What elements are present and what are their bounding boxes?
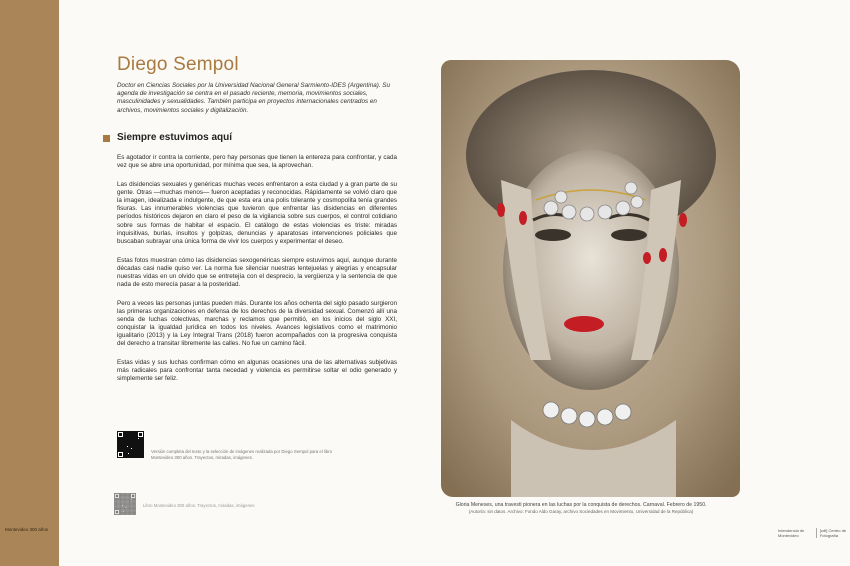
left-band [0,0,59,566]
author-name: Diego Sempol [117,54,239,75]
paragraph: Estas fotos muestran cómo las disidencias sexogenéricas siempre estuvimos aquí, aunque durante décadas casi nadie quiso ver. La norma fue silenciar nuestras lentejuelas y alegrías y encapsular nuestras vidas en un olvido que se entretejía con el desprecio, la vergüenza y la sentencia de que nada de esto merecía pasar a la posteridad. [117,256,397,289]
paragraph: Es agotador ir contra la corriente, pero hay personas que tienen la entereza para confrontar, y cada vez que se abre una oportunidad, por mínima que sea, la aprovechan. [117,154,397,170]
photo-caption [426,502,736,515]
qr-code[interactable] [117,431,144,458]
paragraph: Estas vidas y sus luchas confirman cómo en algunas ocasiones una de las alternativas subjetivas más radicales para confrontar tanta necedad y violencia es permitirse soltar el odio generado y simplemente ser feliz. [117,359,397,383]
logo-row [778,528,850,538]
section-title: Siempre estuvimos aquí [117,132,233,143]
logo-intendencia: Intendencia de Montevideo [778,528,805,538]
body-text [117,154,397,394]
qr-note: Versión completa del texto y la selección de imágenes realizada por Diego Sempol para el libro Montevideo 300 años. Trayectos, miradas, imágenes. [151,449,333,460]
paragraph: Pero a veces las personas juntas pueden más. Durante los años ochenta del siglo pasado surgieron las primeras organizaciones en defensa de los derechos de la diversidad sexual. Comenzó allí una senda de luchas colectivas, marchas y reclamos que permitió, en los inicios del siglo XXI, conquistar la igualdad jurídica en todos los niveles. Avances legislativos como el matrimonio igualitario (2013) y la Ley Integral Trans (2018) fueron acompañados con la progresiva conquista del derecho a transitar libremente las calles. No fue un camino fácil. [117,299,397,348]
book-note: Libro Montevideo 300 años. Trayectos, miradas, imágenes [143,503,255,508]
logo-cdf: [cdf] Centro de Fotografía [816,528,850,538]
caption-text: Gloria Meneses, una travesti pionera en las luchas por la conquista de derechos. Carnaval. Febrero de 1950. [455,502,707,508]
author-bio: Doctor en Ciencias Sociales por la Universidad Nacional General Sarmiento-IDES (Argentina). Su agenda de investigación se centra en el pasado reciente, memoria, movimientos sociales, masculinidades y sexualidades. También participa en proyectos internacionales centrados en archivos, movimientos sociales y digitalización. [117,82,390,114]
paragraph: Las disidencias sexuales y genéricas muchas veces enfrentaron a esta ciudad y a gran parte de su gente. Otras —muchas menos— fueron aceptadas y reconocidas. Rápidamente se volvió claro que la imagen, idealizada e indulgente, de que esta era una polis tolerante y cosmopolita tenía grandes fisuras. Las innumerables violencias que tuvieron que enfrentar las disidencias en diferentes períodos históricos dejaron en claro el peso de la vigilancia sobre sus cuerpos, el control cotidiano sobre sus formas de habitar el espacio. El catálogo de estas violencias es triste: miradas inquisitivas, burlas, insultos y golpizas, denuncias y aparatosas intervenciones policiales que buscaban subrayar una única forma de vivir los cuerpos y experimentar el deseo. [117,180,397,245]
qr-code-book[interactable] [114,493,136,515]
band-label: Montevideo 300 años [5,527,49,532]
portrait-photo [441,60,740,497]
section-marker [103,135,110,142]
caption-credit: (Autor/a: sin datos. Archivo: Fondo Aldo Garay, archivo Sociedades en Movimiento, Universidad de la República) [468,508,694,514]
